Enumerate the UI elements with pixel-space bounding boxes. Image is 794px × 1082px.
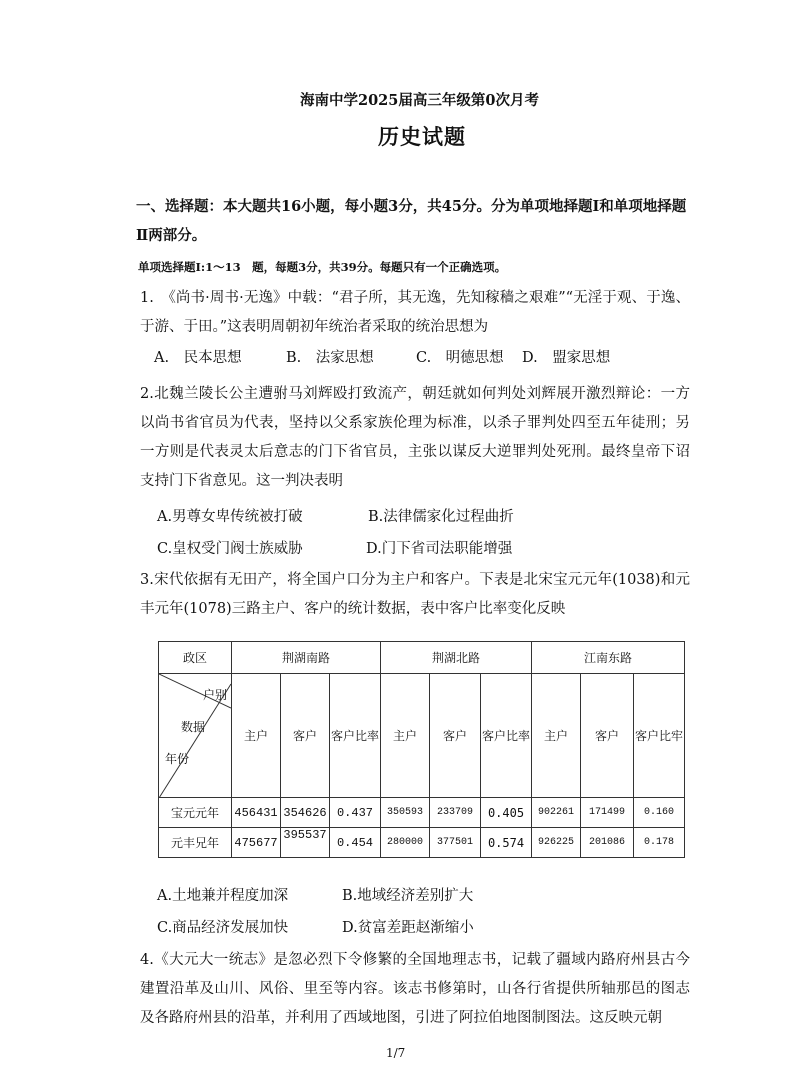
question-3-option-b[interactable]: B.地域经济差别扩大 bbox=[342, 888, 474, 904]
table-header-region-3: 江南东路 bbox=[532, 642, 685, 674]
cell: 350593 bbox=[381, 798, 430, 828]
question-2-option-b[interactable]: B.法律儒家化过程曲折 bbox=[368, 509, 514, 525]
question-1-stem: 1. 《尚书·周书·无逸》中载：“君子所，其无逸，先知稼穑之艰难”“无淫于观、于逸、于游、于田。”这表明周朝初年统治者采取的统治思想为 bbox=[140, 290, 690, 335]
question-2-option-a[interactable]: A.男尊女卑传统被打破 bbox=[157, 509, 303, 525]
section-heading: 一、选择题：本大题共16小题，每小题3分，共45分。分为单项地择题I和单项地择题Ⅱ两部分。 bbox=[136, 198, 687, 244]
table-diagonal-header bbox=[159, 674, 232, 798]
sub-header: 客户比率 bbox=[481, 674, 532, 798]
question-3-stem: 3.宋代依据有无田产，将全国户口分为主户和客户。下表是北宋宝元元年(1038)和元丰元年(1078)三路主户、客户的统计数据，表中客户比率变化反映 bbox=[140, 572, 690, 617]
table-header-region: 政区 bbox=[159, 642, 232, 674]
question-1-option-a[interactable]: A. 民本思想 bbox=[154, 350, 242, 366]
cell: 0.574 bbox=[481, 828, 532, 858]
question-1-option-c[interactable]: C. 明德思想 bbox=[416, 350, 504, 366]
question-2-option-c[interactable]: C.皇权受门阀士族威胁 bbox=[157, 541, 303, 557]
cell: 0.437 bbox=[330, 798, 381, 828]
cell: 354626 bbox=[281, 798, 330, 828]
question-1-option-d[interactable]: D. 盟家思想 bbox=[522, 350, 611, 366]
sub-header: 主户 bbox=[381, 674, 430, 798]
section-note: 单项选择题I:1～13 题，每题3分，共39分。每题只有一个正确选项。 bbox=[138, 260, 507, 274]
row-year: 元丰兄年 bbox=[159, 828, 232, 858]
sub-header: 主户 bbox=[532, 674, 581, 798]
question-2-option-d[interactable]: D.门下省司法职能增强 bbox=[366, 541, 513, 557]
cell: 926225 bbox=[532, 828, 581, 858]
question-4-stem: 4.《大元大一统志》是忽必烈下令修繁的全国地理志书，记载了疆域内路府州县古今建置沿革及山川、风俗、里至等内容。该志书修第时，山各行省提供所轴那邑的图志及各路府州县的沿革，并利用了西域地图，引进了阿拉伯地图制图法。这反映元朝 bbox=[140, 952, 690, 1026]
cell: 0.454 bbox=[330, 828, 381, 858]
table-row bbox=[159, 798, 685, 828]
cell: 280000 bbox=[381, 828, 430, 858]
table-header-region-2: 荆湖北路 bbox=[381, 642, 532, 674]
sub-header: 客户比率 bbox=[330, 674, 381, 798]
sub-header: 客户 bbox=[581, 674, 634, 798]
question-3-option-a[interactable]: A.土地兼并程度加深 bbox=[157, 888, 289, 904]
sub-header: 客户比牢 bbox=[634, 674, 685, 798]
sub-header: 主户 bbox=[232, 674, 281, 798]
cell: 171499 bbox=[581, 798, 634, 828]
question-3-option-c[interactable]: C.商品经济发展加快 bbox=[157, 920, 289, 936]
question-3-option-d[interactable]: D.贫富差距赵渐缩小 bbox=[342, 920, 474, 936]
page-number: 1/7 bbox=[386, 1046, 406, 1060]
diag-label-year: 年份 bbox=[165, 752, 190, 766]
question-1-option-b[interactable]: B. 法家思想 bbox=[286, 350, 374, 366]
diag-label-data: 数据 bbox=[181, 720, 206, 734]
cell: 233709 bbox=[430, 798, 481, 828]
cell: 0.178 bbox=[634, 828, 685, 858]
household-statistics-table bbox=[158, 641, 685, 858]
cell: 0.160 bbox=[634, 798, 685, 828]
page-title: 历史试题 bbox=[378, 124, 466, 149]
cell: 377501 bbox=[430, 828, 481, 858]
exam-subtitle: 海南中学2025届高三年级第0次月考 bbox=[300, 92, 539, 109]
cell: 456431 bbox=[232, 798, 281, 828]
sub-header: 客户 bbox=[430, 674, 481, 798]
cell: 475677 bbox=[232, 828, 281, 858]
row-year: 宝元元年 bbox=[159, 798, 232, 828]
question-2-stem: 2.北魏兰陵长公主遭驸马刘辉殴打致流产，朝廷就如何判处刘辉展开激烈辩论：一方以尚书省官员为代表，坚持以父系家族伦理为标准，以杀子罪判处四至五年徒刑；另一方则是代表灵太后意志的门下省官员，主张以谋反大逆罪判处死刑。最终皇帝下诏支持门下省意见。这一判决表明 bbox=[140, 386, 690, 489]
table-header-region-1: 荆湖南路 bbox=[232, 642, 381, 674]
cell: 395537 bbox=[281, 828, 330, 858]
sub-header: 客户 bbox=[281, 674, 330, 798]
cell: 201086 bbox=[581, 828, 634, 858]
cell: 902261 bbox=[532, 798, 581, 828]
diag-label-household: 户别 bbox=[203, 688, 228, 702]
cell: 0.405 bbox=[481, 798, 532, 828]
table-row bbox=[159, 828, 685, 858]
